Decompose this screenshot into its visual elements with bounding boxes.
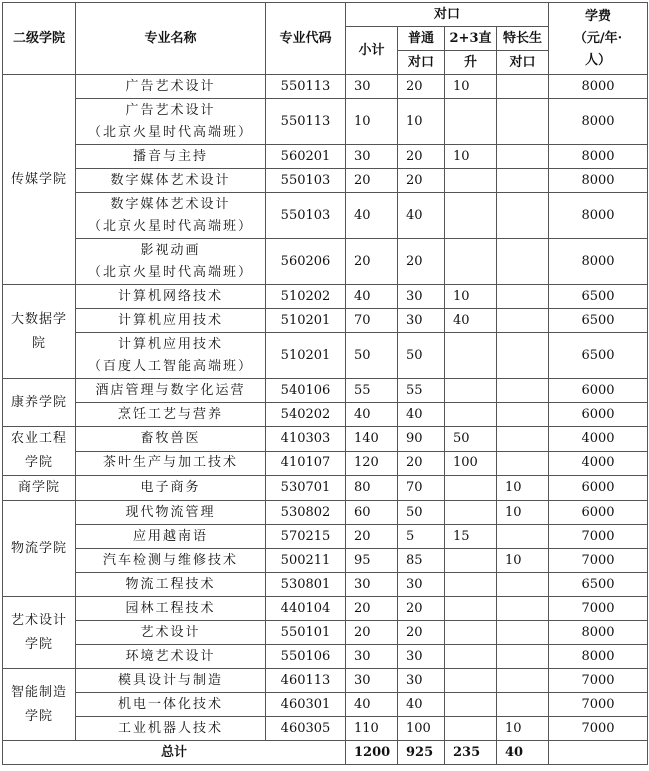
major-name-line: 汽车检测与维修技术 [102,552,238,568]
putong-cell: 55 [398,379,445,403]
major-code-cell: 410107 [266,451,346,476]
fee-cell: 4000 [549,451,648,476]
subtotal-cell: 70 [346,309,398,333]
subtotal-cell: 20 [346,169,398,193]
major-name-line: 园林工程技术 [125,600,216,616]
putong-cell: 20 [398,597,445,621]
fee-cell: 8000 [549,621,648,645]
table-row [3,501,648,525]
table-body [3,75,648,741]
putong-cell: 20 [398,239,445,285]
header-fee-line1: 学费 [585,8,612,24]
special-cell [497,333,549,379]
college-cell [3,501,76,597]
fee-cell: 8000 [549,239,648,285]
major-code-cell: 500211 [266,549,346,573]
putong-cell: 100 [398,717,445,741]
putong-cell: 40 [398,193,445,239]
direct-cell [445,621,497,645]
major-name-line: 模具设计与制造 [117,672,223,688]
putong-cell: 30 [398,309,445,333]
special-cell [497,75,549,99]
major-name-line: 茶叶生产与加工技术 [102,455,238,471]
direct-cell [445,597,497,621]
table-row [3,99,648,145]
major-name-line: 广告艺术设计 [125,78,216,94]
major-name-line: 影视动画 [140,242,201,258]
major-name-cell [76,573,266,597]
major-name-cell [76,285,266,309]
major-name-line: （北京火星时代高端班） [87,264,253,280]
major-code-cell: 560201 [266,145,346,169]
direct-cell [445,193,497,239]
major-name-cell [76,99,266,145]
total-direct: 235 [445,741,497,765]
major-name-line: 数字媒体艺术设计 [110,196,231,212]
table-row [3,427,648,452]
major-name-cell [76,403,266,427]
special-cell [497,669,549,693]
direct-cell [445,403,497,427]
direct-cell: 10 [445,285,497,309]
special-cell [497,525,549,549]
major-name-cell [76,193,266,239]
subtotal-cell: 20 [346,621,398,645]
putong-cell: 20 [398,145,445,169]
table-row [3,169,648,193]
table-row [3,549,648,573]
special-cell [497,309,549,333]
major-name-line: 环境艺术设计 [125,648,216,664]
major-code-cell: 550113 [266,75,346,99]
direct-cell [445,99,497,145]
special-cell [497,145,549,169]
fee-cell: 7000 [549,597,648,621]
college-name-line: 农业工程 [10,431,67,446]
major-name-cell [76,333,266,379]
fee-cell: 6500 [549,285,648,309]
college-name-line: 学院 [24,708,53,724]
major-code-cell: 530701 [266,476,346,501]
major-code-cell: 550103 [266,193,346,239]
putong-cell: 40 [398,403,445,427]
major-name-cell [76,717,266,741]
header-major: 专业名称 [76,3,266,75]
subtotal-cell: 30 [346,669,398,693]
direct-cell [445,645,497,669]
header-code: 专业代码 [266,3,346,75]
major-name-line: 酒店管理与数字化运营 [95,382,246,398]
table-row [3,621,648,645]
major-code-cell: 550101 [266,621,346,645]
subtotal-cell: 20 [346,239,398,285]
fee-cell: 7000 [549,549,648,573]
table-row [3,379,648,403]
college-cell [3,476,76,501]
special-cell [497,451,549,476]
putong-cell: 5 [398,525,445,549]
fee-cell: 7000 [549,717,648,741]
subtotal-cell: 10 [346,99,398,145]
subtotal-cell: 30 [346,573,398,597]
direct-cell: 40 [445,309,497,333]
putong-cell: 20 [398,75,445,99]
enrollment-plan-table [2,2,648,765]
fee-cell: 6000 [549,501,648,525]
major-code-cell: 540202 [266,403,346,427]
special-cell [497,693,549,717]
major-name-cell [76,75,266,99]
major-name-cell [76,309,266,333]
major-name-cell [76,621,266,645]
college-name-line: 传媒学院 [10,171,67,187]
putong-cell: 10 [398,99,445,145]
header-direct-line1: 2+3直 [445,27,497,51]
table-row [3,573,648,597]
college-cell [3,379,76,427]
putong-cell: 90 [398,427,445,452]
header-putong-line1: 普通 [398,27,445,51]
table-row [3,309,648,333]
table-row [3,597,648,621]
putong-cell: 30 [398,285,445,309]
total-row [3,741,648,765]
table-row [3,285,648,309]
table-row [3,333,648,379]
direct-cell [445,717,497,741]
special-cell [497,99,549,145]
direct-cell [445,239,497,285]
direct-cell [445,169,497,193]
header-duikou: 对口 [346,3,549,27]
direct-cell [445,549,497,573]
special-cell [497,239,549,285]
table-row [3,451,648,476]
special-cell [497,597,549,621]
major-name-cell [76,239,266,285]
putong-cell: 30 [398,573,445,597]
subtotal-cell: 40 [346,693,398,717]
table-row [3,476,648,501]
major-name-cell [76,427,266,452]
major-code-cell: 560206 [266,239,346,285]
putong-cell: 40 [398,693,445,717]
major-name-cell [76,169,266,193]
fee-cell: 6500 [549,333,648,379]
subtotal-cell: 30 [346,645,398,669]
subtotal-cell: 40 [346,403,398,427]
fee-cell: 6000 [549,379,648,403]
special-cell [497,573,549,597]
special-cell [497,193,549,239]
college-cell [3,75,76,285]
direct-cell: 100 [445,451,497,476]
table-row [3,239,648,285]
fee-cell: 8000 [549,193,648,239]
putong-cell: 50 [398,501,445,525]
table-row [3,75,648,99]
table-row [3,193,648,239]
fee-cell: 4000 [549,427,648,452]
major-name-cell [76,693,266,717]
major-code-cell: 510202 [266,285,346,309]
subtotal-cell: 50 [346,333,398,379]
major-code-cell: 510201 [266,333,346,379]
fee-cell: 8000 [549,99,648,145]
major-name-line: 广告艺术设计 [125,102,216,118]
college-name-line: 艺术设计 [10,612,67,628]
table-row [3,669,648,693]
major-name-line: 畜牧兽医 [140,430,201,446]
subtotal-cell: 80 [346,476,398,501]
major-code-cell: 460305 [266,717,346,741]
major-name-cell [76,645,266,669]
putong-cell: 20 [398,451,445,476]
subtotal-cell: 60 [346,501,398,525]
college-name-line: 学院 [24,455,53,470]
major-name-line: 烹饪工艺与营养 [117,406,223,422]
special-cell [497,427,549,452]
putong-cell: 30 [398,645,445,669]
table-row [3,145,648,169]
major-name-line: 物流工程技术 [125,576,216,592]
special-cell: 10 [497,549,549,573]
major-name-line: 播音与主持 [132,148,208,164]
header-college: 二级学院 [3,3,76,75]
major-code-cell: 550106 [266,645,346,669]
direct-cell [445,379,497,403]
major-name-line: 机电一体化技术 [117,696,223,712]
fee-cell: 6500 [549,573,648,597]
special-cell: 10 [497,501,549,525]
putong-cell: 30 [398,669,445,693]
special-cell: 10 [497,476,549,501]
major-name-line: 应用越南语 [132,528,208,544]
total-subtotal: 1200 [346,741,398,765]
putong-cell: 85 [398,549,445,573]
college-name-line: 学院 [24,636,53,652]
major-code-cell: 530802 [266,501,346,525]
special-cell [497,621,549,645]
total-special: 40 [497,741,549,765]
subtotal-cell: 110 [346,717,398,741]
table-row [3,645,648,669]
college-cell [3,285,76,379]
major-name-cell [76,379,266,403]
table-row [3,525,648,549]
major-name-line: 现代物流管理 [125,504,216,520]
header-putong-line2: 对口 [398,51,445,75]
major-code-cell: 510201 [266,309,346,333]
subtotal-cell: 55 [346,379,398,403]
putong-cell: 20 [398,621,445,645]
direct-cell [445,333,497,379]
total-label: 总计 [3,741,346,765]
major-name-cell [76,549,266,573]
direct-cell [445,573,497,597]
major-code-cell: 530801 [266,573,346,597]
fee-cell: 7000 [549,525,648,549]
subtotal-cell: 30 [346,75,398,99]
college-name-line: 大数据学 [10,311,67,327]
subtotal-cell: 20 [346,597,398,621]
major-code-cell: 460301 [266,693,346,717]
major-code-cell: 460113 [266,669,346,693]
special-cell [497,403,549,427]
major-name-line: （北京火星时代高端班） [87,124,253,140]
college-name-line: 商学院 [17,480,60,495]
major-name-cell [76,501,266,525]
major-name-cell [76,525,266,549]
major-name-line: （百度人工智能高端班） [87,358,253,374]
major-name-cell [76,145,266,169]
special-cell [497,379,549,403]
subtotal-cell: 95 [346,549,398,573]
putong-cell: 50 [398,333,445,379]
major-name-cell [76,597,266,621]
subtotal-cell: 120 [346,451,398,476]
fee-cell: 6500 [549,309,648,333]
college-name-line: 智能制造 [10,684,67,700]
direct-cell: 50 [445,427,497,452]
putong-cell: 70 [398,476,445,501]
major-name-line: 电子商务 [140,480,201,495]
special-cell: 10 [497,717,549,741]
header-fee-line3: 人） [585,52,612,68]
major-name-line: 艺术设计 [140,624,201,640]
special-cell [497,169,549,193]
fee-cell: 6000 [549,403,648,427]
major-code-cell: 410303 [266,427,346,452]
fee-cell: 8000 [549,75,648,99]
special-cell [497,645,549,669]
major-name-cell [76,476,266,501]
major-code-cell: 440104 [266,597,346,621]
total-fee [549,741,648,765]
college-cell [3,597,76,669]
subtotal-cell: 40 [346,193,398,239]
header-special-line2: 对口 [497,51,549,75]
major-name-line: 数字媒体艺术设计 [110,172,231,188]
table-row [3,717,648,741]
major-code-cell: 570215 [266,525,346,549]
fee-cell: 8000 [549,645,648,669]
direct-cell [445,501,497,525]
direct-cell [445,669,497,693]
direct-cell [445,693,497,717]
major-code-cell: 550113 [266,99,346,145]
subtotal-cell: 40 [346,285,398,309]
header-subtotal: 小计 [346,27,398,75]
direct-cell: 10 [445,145,497,169]
header-special-line1: 特长生 [497,27,549,51]
fee-cell: 7000 [549,693,648,717]
major-name-cell [76,451,266,476]
direct-cell: 10 [445,75,497,99]
fee-cell: 8000 [549,169,648,193]
header-fee [549,3,648,75]
major-name-line: 工业机器人技术 [117,720,223,736]
subtotal-cell: 20 [346,525,398,549]
header-direct-line2: 升 [445,51,497,75]
total-putong: 925 [398,741,445,765]
fee-cell: 6000 [549,476,648,501]
special-cell [497,285,549,309]
direct-cell: 15 [445,525,497,549]
college-name-line: 院 [31,335,46,351]
direct-cell [445,476,497,501]
subtotal-cell: 140 [346,427,398,452]
major-name-line: （北京火星时代高端班） [87,218,253,234]
college-name-line: 康养学院 [10,394,67,410]
major-name-line: 计算机应用技术 [117,312,223,328]
major-name-line: 计算机网络技术 [117,288,223,304]
major-name-cell [76,669,266,693]
college-cell [3,669,76,741]
subtotal-cell: 30 [346,145,398,169]
major-code-cell: 540106 [266,379,346,403]
college-name-line: 物流学院 [10,540,67,556]
major-code-cell: 550103 [266,169,346,193]
table-row [3,693,648,717]
fee-cell: 7000 [549,669,648,693]
major-name-line: 计算机应用技术 [117,336,223,352]
table-row [3,403,648,427]
putong-cell: 20 [398,169,445,193]
fee-cell: 8000 [549,145,648,169]
header-fee-line2: （元/年· [573,30,623,46]
college-cell [3,427,76,476]
